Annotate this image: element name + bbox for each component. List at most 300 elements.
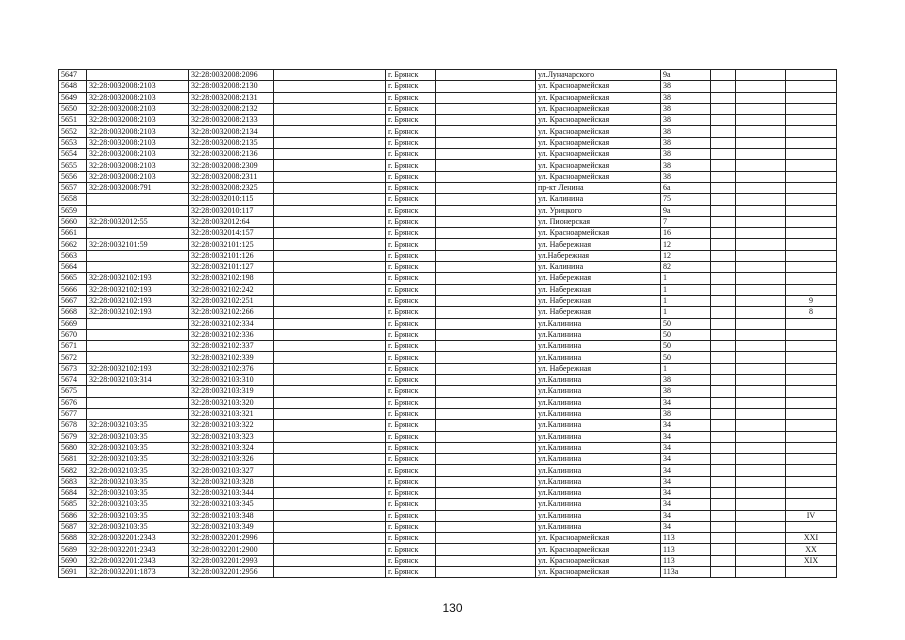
house-number-cell: 9а xyxy=(661,205,711,216)
table-row xyxy=(59,442,837,453)
row-number-cell: 5682 xyxy=(59,465,87,476)
parent-cadastral-cell: 32:28:0032008:2103 xyxy=(87,92,189,103)
row-number-cell: 5690 xyxy=(59,555,87,566)
empty-cell xyxy=(736,149,786,160)
parent-cadastral-cell xyxy=(87,329,189,340)
table-row xyxy=(59,295,837,306)
empty-cell xyxy=(711,352,736,363)
city-cell: г. Брянск xyxy=(386,487,436,498)
empty-cell xyxy=(736,341,786,352)
premises-number-cell xyxy=(786,329,837,340)
street-cell: ул. Урицкого xyxy=(536,205,661,216)
empty-cell xyxy=(274,352,386,363)
parent-cadastral-cell xyxy=(87,250,189,261)
parent-cadastral-cell: 32:28:0032201:2343 xyxy=(87,544,189,555)
house-number-cell: 38 xyxy=(661,375,711,386)
parent-cadastral-cell: 32:28:0032103:35 xyxy=(87,465,189,476)
empty-cell xyxy=(436,250,536,261)
table-row xyxy=(59,408,837,419)
table-row xyxy=(59,239,837,250)
empty-cell xyxy=(436,375,536,386)
empty-cell xyxy=(736,194,786,205)
empty-cell xyxy=(274,70,386,81)
row-number-cell: 5666 xyxy=(59,284,87,295)
premises-number-cell xyxy=(786,81,837,92)
house-number-cell: 34 xyxy=(661,397,711,408)
house-number-cell: 34 xyxy=(661,465,711,476)
cadastral-number-cell: 32:28:0032201:2993 xyxy=(189,555,274,566)
house-number-cell: 50 xyxy=(661,341,711,352)
empty-cell xyxy=(736,352,786,363)
table-row xyxy=(59,126,837,137)
premises-number-cell xyxy=(786,262,837,273)
city-cell: г. Брянск xyxy=(386,499,436,510)
street-cell: ул.Калинина xyxy=(536,420,661,431)
empty-cell xyxy=(736,567,786,578)
table-row xyxy=(59,137,837,148)
empty-cell xyxy=(436,567,536,578)
empty-cell xyxy=(274,81,386,92)
house-number-cell: 38 xyxy=(661,103,711,114)
parent-cadastral-cell: 32:28:0032008:2103 xyxy=(87,137,189,148)
cadastral-number-cell: 32:28:0032008:2135 xyxy=(189,137,274,148)
street-cell: ул. Красноармейская xyxy=(536,115,661,126)
parent-cadastral-cell: 32:28:0032103:35 xyxy=(87,476,189,487)
empty-cell xyxy=(436,92,536,103)
empty-cell xyxy=(274,149,386,160)
empty-cell xyxy=(711,510,736,521)
empty-cell xyxy=(711,465,736,476)
house-number-cell: 38 xyxy=(661,171,711,182)
premises-number-cell xyxy=(786,499,837,510)
table-row xyxy=(59,160,837,171)
street-cell: ул.Калинина xyxy=(536,521,661,532)
parent-cadastral-cell: 32:28:0032201:2343 xyxy=(87,555,189,566)
cadastral-number-cell: 32:28:0032102:376 xyxy=(189,363,274,374)
street-cell: ул. Красноармейская xyxy=(536,103,661,114)
parent-cadastral-cell: 32:28:0032103:35 xyxy=(87,499,189,510)
premises-number-cell xyxy=(786,420,837,431)
street-cell: ул. Калинина xyxy=(536,262,661,273)
premises-number-cell xyxy=(786,70,837,81)
street-cell: пр-кт Ленина xyxy=(536,182,661,193)
row-number-cell: 5686 xyxy=(59,510,87,521)
street-cell: ул.Калинина xyxy=(536,465,661,476)
empty-cell xyxy=(274,295,386,306)
empty-cell xyxy=(274,454,386,465)
table-row xyxy=(59,431,837,442)
table-row xyxy=(59,81,837,92)
street-cell: ул. Красноармейская xyxy=(536,137,661,148)
cadastral-number-cell: 32:28:0032008:2130 xyxy=(189,81,274,92)
parent-cadastral-cell: 32:28:0032102:193 xyxy=(87,363,189,374)
table-row xyxy=(59,533,837,544)
row-number-cell: 5655 xyxy=(59,160,87,171)
house-number-cell: 34 xyxy=(661,510,711,521)
empty-cell xyxy=(274,533,386,544)
empty-cell xyxy=(711,329,736,340)
cadastral-number-cell: 32:28:0032201:2900 xyxy=(189,544,274,555)
empty-cell xyxy=(736,431,786,442)
empty-cell xyxy=(436,70,536,81)
parent-cadastral-cell: 32:28:0032102:193 xyxy=(87,273,189,284)
parent-cadastral-cell xyxy=(87,341,189,352)
empty-cell xyxy=(274,239,386,250)
street-cell: ул.Калинина xyxy=(536,487,661,498)
cadastral-number-cell: 32:28:0032103:320 xyxy=(189,397,274,408)
street-cell: ул.Калинина xyxy=(536,386,661,397)
city-cell: г. Брянск xyxy=(386,284,436,295)
row-number-cell: 5662 xyxy=(59,239,87,250)
empty-cell xyxy=(711,115,736,126)
empty-cell xyxy=(274,284,386,295)
registry-table xyxy=(58,69,837,578)
parent-cadastral-cell: 32:28:0032103:35 xyxy=(87,420,189,431)
table-row xyxy=(59,329,837,340)
premises-number-cell xyxy=(786,341,837,352)
empty-cell xyxy=(274,408,386,419)
empty-cell xyxy=(711,363,736,374)
city-cell: г. Брянск xyxy=(386,375,436,386)
premises-number-cell: XXI xyxy=(786,533,837,544)
empty-cell xyxy=(736,544,786,555)
cadastral-number-cell: 32:28:0032103:328 xyxy=(189,476,274,487)
row-number-cell: 5658 xyxy=(59,194,87,205)
empty-cell xyxy=(274,92,386,103)
empty-cell xyxy=(711,487,736,498)
empty-cell xyxy=(436,194,536,205)
street-cell: ул. Калинина xyxy=(536,194,661,205)
premises-number-cell xyxy=(786,521,837,532)
empty-cell xyxy=(736,262,786,273)
house-number-cell: 50 xyxy=(661,329,711,340)
table-row xyxy=(59,521,837,532)
city-cell: г. Брянск xyxy=(386,341,436,352)
table-row xyxy=(59,194,837,205)
premises-number-cell xyxy=(786,352,837,363)
house-number-cell: 38 xyxy=(661,160,711,171)
row-number-cell: 5680 xyxy=(59,442,87,453)
row-number-cell: 5684 xyxy=(59,487,87,498)
cadastral-number-cell: 32:28:0032102:251 xyxy=(189,295,274,306)
table-row xyxy=(59,420,837,431)
empty-cell xyxy=(274,194,386,205)
row-number-cell: 5651 xyxy=(59,115,87,126)
parent-cadastral-cell: 32:28:0032103:35 xyxy=(87,510,189,521)
empty-cell xyxy=(736,454,786,465)
street-cell: ул. Красноармейская xyxy=(536,171,661,182)
house-number-cell: 9а xyxy=(661,70,711,81)
city-cell: г. Брянск xyxy=(386,442,436,453)
empty-cell xyxy=(436,487,536,498)
row-number-cell: 5659 xyxy=(59,205,87,216)
empty-cell xyxy=(711,555,736,566)
empty-cell xyxy=(274,363,386,374)
cadastral-number-cell: 32:28:0032012:64 xyxy=(189,216,274,227)
city-cell: г. Брянск xyxy=(386,454,436,465)
registry-rows xyxy=(59,70,837,578)
premises-number-cell xyxy=(786,92,837,103)
row-number-cell: 5647 xyxy=(59,70,87,81)
row-number-cell: 5678 xyxy=(59,420,87,431)
empty-cell xyxy=(711,341,736,352)
table-row xyxy=(59,397,837,408)
empty-cell xyxy=(736,126,786,137)
empty-cell xyxy=(711,375,736,386)
empty-cell xyxy=(436,126,536,137)
row-number-cell: 5653 xyxy=(59,137,87,148)
cadastral-number-cell: 32:28:0032010:115 xyxy=(189,194,274,205)
premises-number-cell xyxy=(786,126,837,137)
empty-cell xyxy=(436,363,536,374)
street-cell: ул. Красноармейская xyxy=(536,555,661,566)
row-number-cell: 5687 xyxy=(59,521,87,532)
empty-cell xyxy=(711,544,736,555)
empty-cell xyxy=(736,250,786,261)
cadastral-number-cell: 32:28:0032103:321 xyxy=(189,408,274,419)
cadastral-number-cell: 32:28:0032103:344 xyxy=(189,487,274,498)
empty-cell xyxy=(736,499,786,510)
empty-cell xyxy=(436,408,536,419)
empty-cell xyxy=(711,420,736,431)
table-row xyxy=(59,307,837,318)
cadastral-number-cell: 32:28:0032008:2131 xyxy=(189,92,274,103)
city-cell: г. Брянск xyxy=(386,228,436,239)
empty-cell xyxy=(711,499,736,510)
city-cell: г. Брянск xyxy=(386,567,436,578)
premises-number-cell xyxy=(786,250,837,261)
empty-cell xyxy=(736,182,786,193)
city-cell: г. Брянск xyxy=(386,295,436,306)
cadastral-number-cell: 32:28:0032102:266 xyxy=(189,307,274,318)
city-cell: г. Брянск xyxy=(386,182,436,193)
empty-cell xyxy=(436,160,536,171)
premises-number-cell: IV xyxy=(786,510,837,521)
street-cell: ул.Калинина xyxy=(536,329,661,340)
city-cell: г. Брянск xyxy=(386,115,436,126)
table-row xyxy=(59,555,837,566)
street-cell: ул. Набережная xyxy=(536,284,661,295)
house-number-cell: 75 xyxy=(661,194,711,205)
empty-cell xyxy=(711,81,736,92)
empty-cell xyxy=(736,92,786,103)
empty-cell xyxy=(711,70,736,81)
parent-cadastral-cell: 32:28:0032102:193 xyxy=(87,284,189,295)
empty-cell xyxy=(736,273,786,284)
empty-cell xyxy=(436,510,536,521)
row-number-cell: 5656 xyxy=(59,171,87,182)
row-number-cell: 5677 xyxy=(59,408,87,419)
empty-cell xyxy=(711,239,736,250)
city-cell: г. Брянск xyxy=(386,431,436,442)
cadastral-number-cell: 32:28:0032201:2996 xyxy=(189,533,274,544)
premises-number-cell xyxy=(786,239,837,250)
house-number-cell: 38 xyxy=(661,81,711,92)
premises-number-cell xyxy=(786,476,837,487)
city-cell: г. Брянск xyxy=(386,510,436,521)
empty-cell xyxy=(736,442,786,453)
empty-cell xyxy=(274,115,386,126)
empty-cell xyxy=(736,307,786,318)
parent-cadastral-cell: 32:28:0032103:35 xyxy=(87,442,189,453)
parent-cadastral-cell xyxy=(87,205,189,216)
street-cell: ул. Красноармейская xyxy=(536,92,661,103)
cadastral-number-cell: 32:28:0032103:349 xyxy=(189,521,274,532)
cadastral-number-cell: 32:28:0032101:126 xyxy=(189,250,274,261)
cadastral-number-cell: 32:28:0032102:339 xyxy=(189,352,274,363)
empty-cell xyxy=(436,216,536,227)
empty-cell xyxy=(736,103,786,114)
row-number-cell: 5669 xyxy=(59,318,87,329)
empty-cell xyxy=(711,408,736,419)
cadastral-number-cell: 32:28:0032102:334 xyxy=(189,318,274,329)
cadastral-number-cell: 32:28:0032008:2309 xyxy=(189,160,274,171)
parent-cadastral-cell: 32:28:0032103:35 xyxy=(87,521,189,532)
house-number-cell: 34 xyxy=(661,431,711,442)
city-cell: г. Брянск xyxy=(386,476,436,487)
street-cell: ул. Красноармейская xyxy=(536,81,661,92)
premises-number-cell xyxy=(786,205,837,216)
table-row xyxy=(59,510,837,521)
empty-cell xyxy=(711,149,736,160)
premises-number-cell: 8 xyxy=(786,307,837,318)
row-number-cell: 5689 xyxy=(59,544,87,555)
empty-cell xyxy=(436,420,536,431)
premises-number-cell xyxy=(786,103,837,114)
house-number-cell: 12 xyxy=(661,239,711,250)
table-row xyxy=(59,182,837,193)
premises-number-cell xyxy=(786,194,837,205)
premises-number-cell xyxy=(786,284,837,295)
street-cell: ул.Калинина xyxy=(536,442,661,453)
city-cell: г. Брянск xyxy=(386,160,436,171)
empty-cell xyxy=(736,318,786,329)
row-number-cell: 5665 xyxy=(59,273,87,284)
parent-cadastral-cell xyxy=(87,228,189,239)
premises-number-cell xyxy=(786,487,837,498)
empty-cell xyxy=(274,205,386,216)
row-number-cell: 5685 xyxy=(59,499,87,510)
parent-cadastral-cell: 32:28:0032103:35 xyxy=(87,431,189,442)
empty-cell xyxy=(436,431,536,442)
street-cell: ул.Калинина xyxy=(536,499,661,510)
row-number-cell: 5664 xyxy=(59,262,87,273)
city-cell: г. Брянск xyxy=(386,205,436,216)
parent-cadastral-cell xyxy=(87,408,189,419)
house-number-cell: 50 xyxy=(661,318,711,329)
city-cell: г. Брянск xyxy=(386,352,436,363)
city-cell: г. Брянск xyxy=(386,420,436,431)
empty-cell xyxy=(274,103,386,114)
cadastral-number-cell: 32:28:0032102:336 xyxy=(189,329,274,340)
empty-cell xyxy=(711,273,736,284)
empty-cell xyxy=(736,420,786,431)
cadastral-number-cell: 32:28:0032008:2133 xyxy=(189,115,274,126)
empty-cell xyxy=(436,284,536,295)
empty-cell xyxy=(736,329,786,340)
empty-cell xyxy=(711,205,736,216)
parent-cadastral-cell xyxy=(87,194,189,205)
house-number-cell: 6а xyxy=(661,182,711,193)
premises-number-cell: XIX xyxy=(786,555,837,566)
house-number-cell: 34 xyxy=(661,476,711,487)
row-number-cell: 5688 xyxy=(59,533,87,544)
house-number-cell: 38 xyxy=(661,149,711,160)
premises-number-cell xyxy=(786,397,837,408)
empty-cell xyxy=(711,521,736,532)
house-number-cell: 1 xyxy=(661,284,711,295)
empty-cell xyxy=(711,228,736,239)
premises-number-cell xyxy=(786,171,837,182)
row-number-cell: 5671 xyxy=(59,341,87,352)
parent-cadastral-cell: 32:28:0032201:1873 xyxy=(87,567,189,578)
parent-cadastral-cell: 32:28:0032103:35 xyxy=(87,487,189,498)
cadastral-number-cell: 32:28:0032102:337 xyxy=(189,341,274,352)
premises-number-cell xyxy=(786,160,837,171)
empty-cell xyxy=(436,352,536,363)
table-row xyxy=(59,250,837,261)
cadastral-number-cell: 32:28:0032103:345 xyxy=(189,499,274,510)
empty-cell xyxy=(274,262,386,273)
city-cell: г. Брянск xyxy=(386,465,436,476)
empty-cell xyxy=(736,521,786,532)
house-number-cell: 38 xyxy=(661,137,711,148)
city-cell: г. Брянск xyxy=(386,329,436,340)
empty-cell xyxy=(436,81,536,92)
cadastral-number-cell: 32:28:0032103:326 xyxy=(189,454,274,465)
empty-cell xyxy=(274,137,386,148)
city-cell: г. Брянск xyxy=(386,318,436,329)
table-row xyxy=(59,363,837,374)
empty-cell xyxy=(711,92,736,103)
empty-cell xyxy=(436,499,536,510)
empty-cell xyxy=(436,318,536,329)
cadastral-number-cell: 32:28:0032008:2311 xyxy=(189,171,274,182)
row-number-cell: 5675 xyxy=(59,386,87,397)
parent-cadastral-cell xyxy=(87,386,189,397)
empty-cell xyxy=(736,137,786,148)
city-cell: г. Брянск xyxy=(386,239,436,250)
row-number-cell: 5668 xyxy=(59,307,87,318)
row-number-cell: 5663 xyxy=(59,250,87,261)
empty-cell xyxy=(711,284,736,295)
empty-cell xyxy=(436,454,536,465)
empty-cell xyxy=(711,318,736,329)
parent-cadastral-cell: 32:28:0032103:35 xyxy=(87,454,189,465)
empty-cell xyxy=(436,397,536,408)
cadastral-number-cell: 32:28:0032008:2132 xyxy=(189,103,274,114)
empty-cell xyxy=(436,182,536,193)
table-row xyxy=(59,262,837,273)
cadastral-number-cell: 32:28:0032010:117 xyxy=(189,205,274,216)
table-row xyxy=(59,567,837,578)
city-cell: г. Брянск xyxy=(386,137,436,148)
parent-cadastral-cell: 32:28:0032008:2103 xyxy=(87,103,189,114)
empty-cell xyxy=(436,341,536,352)
premises-number-cell xyxy=(786,273,837,284)
cadastral-number-cell: 32:28:0032101:127 xyxy=(189,262,274,273)
cadastral-number-cell: 32:28:0032101:125 xyxy=(189,239,274,250)
row-number-cell: 5661 xyxy=(59,228,87,239)
parent-cadastral-cell: 32:28:0032008:2103 xyxy=(87,81,189,92)
premises-number-cell xyxy=(786,431,837,442)
house-number-cell: 113а xyxy=(661,567,711,578)
empty-cell xyxy=(736,115,786,126)
house-number-cell: 7 xyxy=(661,216,711,227)
house-number-cell: 34 xyxy=(661,420,711,431)
city-cell: г. Брянск xyxy=(386,126,436,137)
house-number-cell: 34 xyxy=(661,454,711,465)
